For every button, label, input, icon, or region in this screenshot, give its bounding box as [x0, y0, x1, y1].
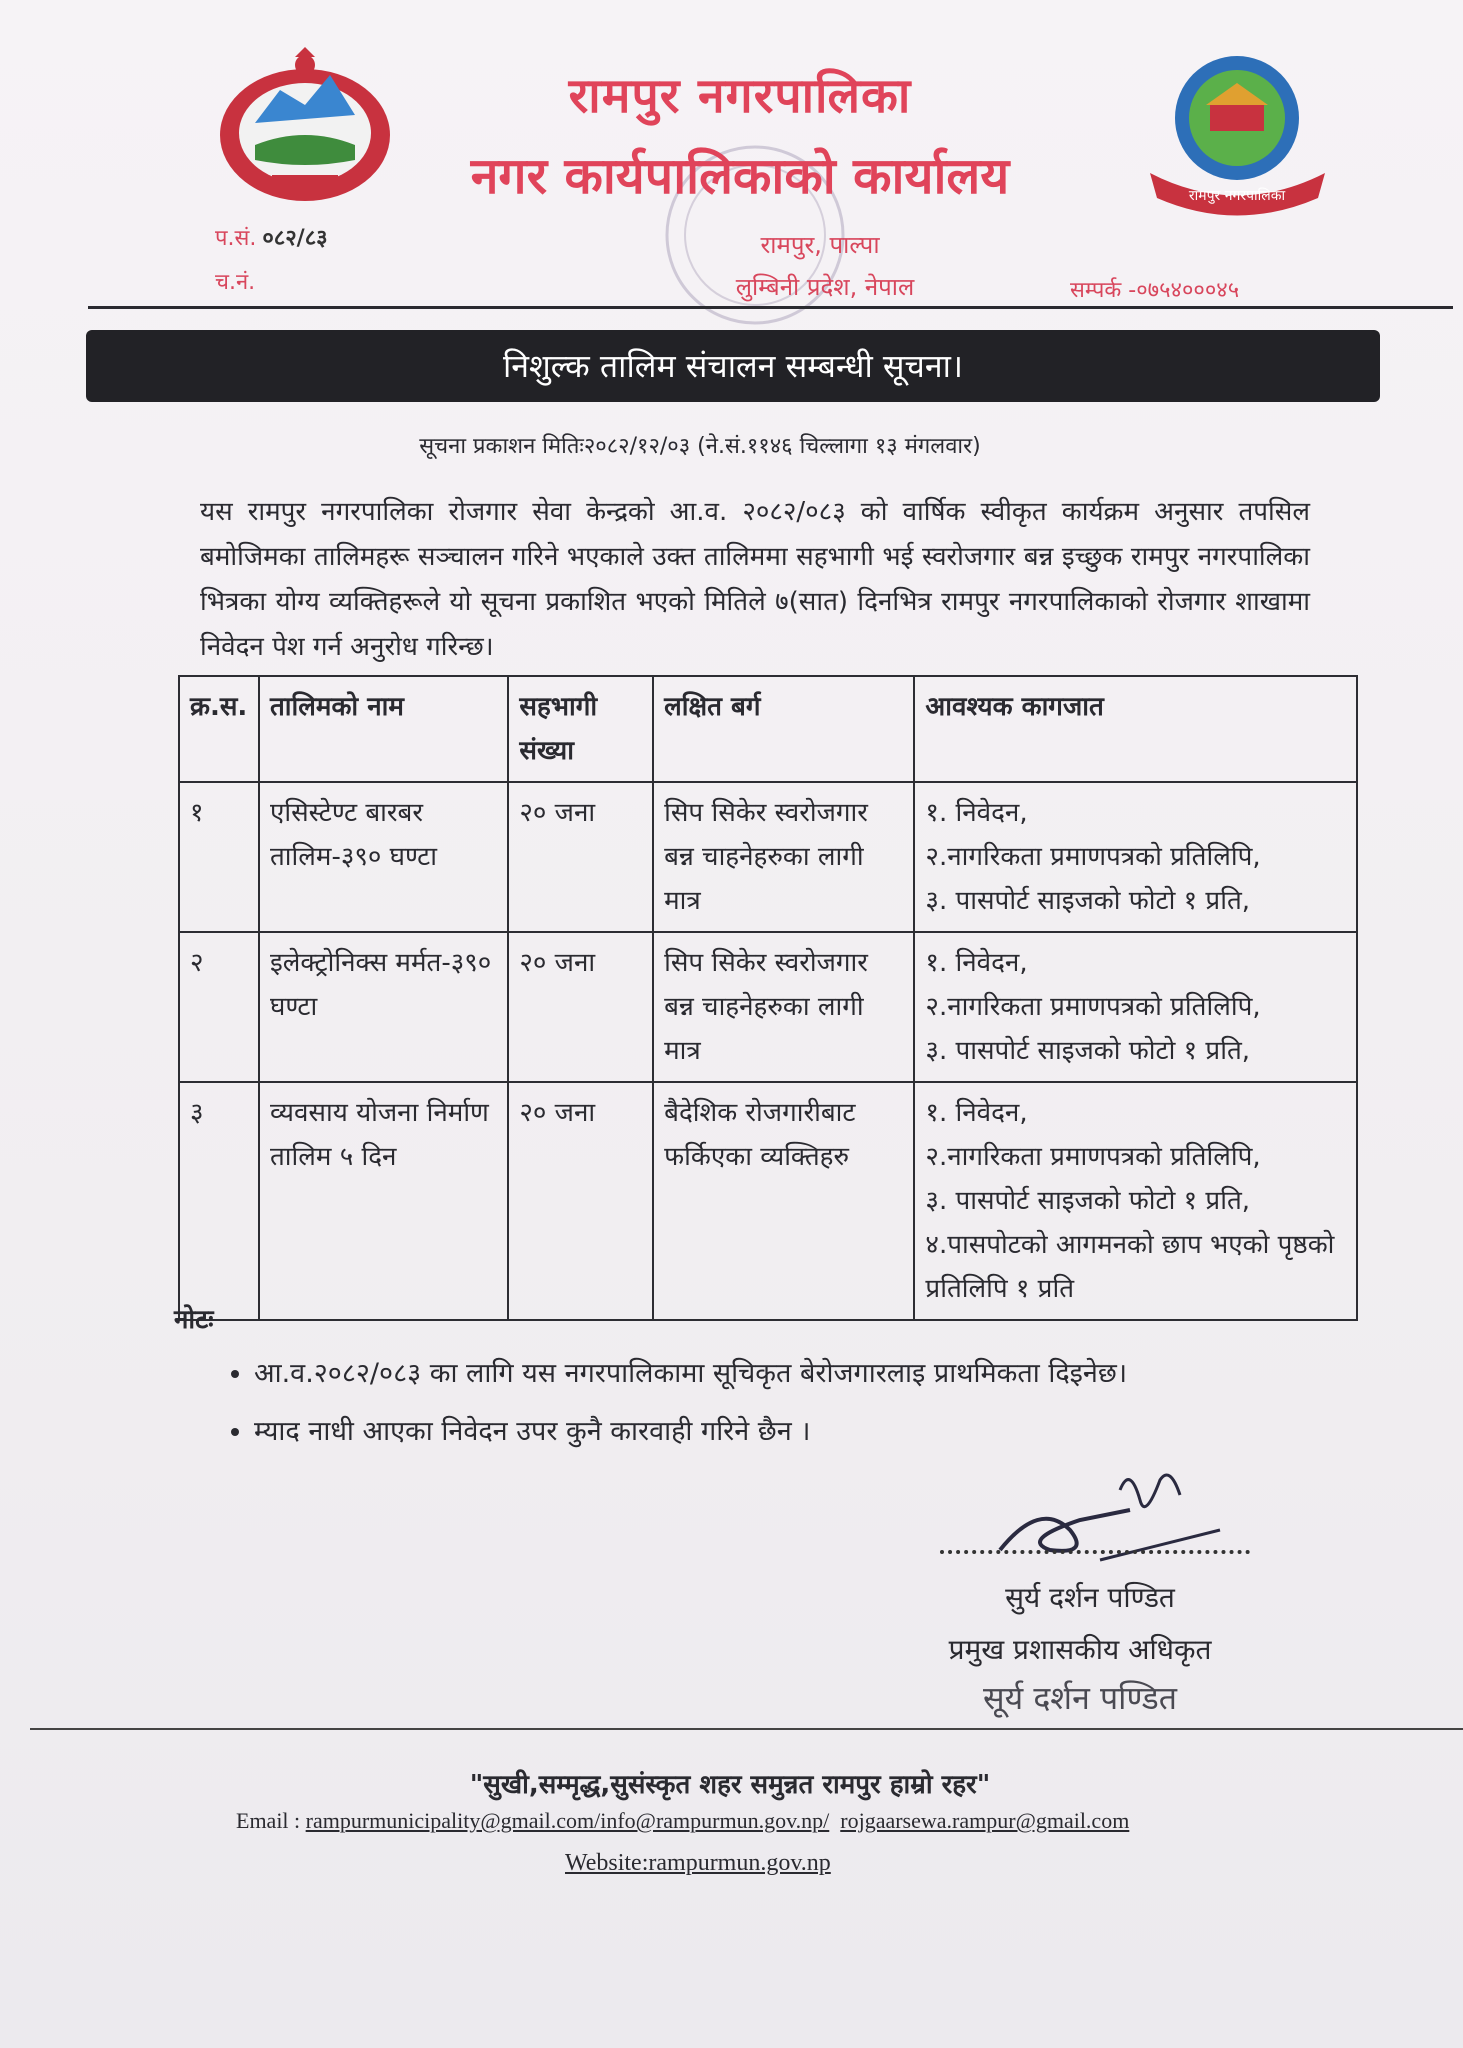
logo-ribbon-text [1189, 187, 1286, 204]
address-line1: रामपुर, पाल्पा [760, 231, 880, 259]
municipality-logo-icon [1140, 48, 1335, 218]
table-header-row [179, 676, 1357, 782]
email-link-primary[interactable]: rampurmunicipality@gmail.com/info@rampurmun.gov.np/ [305, 1808, 830, 1833]
cell-training-name: एसिस्टेण्ट बारबर तालिम-३९० घण्टा [259, 782, 508, 932]
cell-documents [914, 782, 1357, 932]
document-item: ३. पासपोर्ट साइजको फोटो १ प्रति, [925, 1186, 1251, 1216]
notice-banner: निशुल्क तालिम संचालन सम्बन्धी सूचना। [86, 330, 1380, 402]
cell-documents [914, 932, 1357, 1082]
notice-body: यस रामपुर नगरपालिका रोजगार सेवा केन्द्रको आ.व. २०८२/०८३ को वार्षिक स्वीकृत कार्यक्रम अनुसार तपसिल बमोजिमका तालिमहरू सञ्चालन गरिने भएकाले उक्त तालिममा सहभागी भई स्वरोजगार बन्न इच्छुक रामपुर नगरपालिका भित्रका योग्य व्यक्तिहरूले यो सूचना प्रकाशित भएको मितिले ७(सात) दिनभित्र रामपुर नगरपालिकाको रोजगार शाखामा निवेदन पेश गर्न अनुरोध गरिन्छ। [200, 497, 1310, 662]
note-item: • म्याद नाधी आएका निवेदन उपर कुनै कारवाही गरिने छैन । [254, 1403, 1404, 1461]
svg-text:रामपुर नगरपालिका: रामपुर नगरपालिका [1188, 188, 1286, 204]
document-item: २.नागरिकता प्रमाणपत्रको प्रतिलिपि, [925, 1142, 1261, 1172]
cell-sn: १ [179, 782, 259, 932]
cell-documents [914, 1082, 1357, 1320]
col-participant-count: सहभागी संख्या [508, 676, 653, 782]
cell-sn: २ [179, 932, 259, 1082]
signatory-name: सुर्य दर्शन पण्डित [1005, 1581, 1175, 1614]
cell-count: २० जना [508, 782, 653, 932]
nepal-emblem-icon [210, 45, 400, 210]
document-item: १. निवेदन, [925, 798, 1028, 828]
cell-training-name: इलेक्ट्रोनिक्स मर्मत-३९० घण्टा [259, 932, 508, 1082]
col-sn: क्र.स. [179, 676, 259, 782]
document-item: १. निवेदन, [925, 1098, 1028, 1128]
notes-list [210, 1345, 1404, 1461]
publication-date: सूचना प्रकाशन मितिः२०८२/१२/०३ (ने.सं.११४६ चिल्लागा १३ मंगलवार) [419, 434, 981, 459]
table-row [179, 782, 1357, 932]
signatory-title: प्रमुख प्रशासकीय अधिकृत [948, 1633, 1212, 1666]
cell-sn: ३ [179, 1082, 259, 1320]
col-required-documents: आवश्यक कागजात [914, 676, 1357, 782]
table-row [179, 1082, 1357, 1320]
email-link-rojgaar[interactable]: rojgaarsewa.rampur@gmail.com [840, 1808, 1130, 1833]
signature-line [940, 1550, 1250, 1554]
address-line2: लुम्बिनी प्रदेश, नेपाल [735, 273, 915, 301]
document-item: ३. पासपोर्ट साइजको फोटो १ प्रति, [925, 1036, 1251, 1066]
cell-target: सिप सिकेर स्वरोजगार बन्न चाहनेहरुका लागी मात्र [653, 782, 914, 932]
document-item: ४.पासपोटको आगमनको छाप भएको पृष्ठको प्रतिलिपि १ प्रति [925, 1230, 1335, 1304]
contact-number: सम्पर्क -०७५४०००४५ [1070, 278, 1240, 303]
footer-divider [30, 1728, 1463, 1730]
document-item: २.नागरिकता प्रमाणपत्रको प्रतिलिपि, [925, 842, 1261, 872]
dispatch-number-label: च.नं. [215, 270, 256, 295]
col-training-name: तालिमको नाम [259, 676, 508, 782]
cell-count: २० जना [508, 932, 653, 1082]
document-item: ३. पासपोर्ट साइजको फोटो १ प्रति, [925, 886, 1251, 916]
website-link[interactable]: Website:rampurmun.gov.np [565, 1850, 831, 1876]
header-divider [88, 306, 1453, 309]
cell-training-name: व्यवसाय योजना निर्माण तालिम ५ दिन [259, 1082, 508, 1320]
footer-email-row [236, 1808, 1129, 1834]
document-item: १. निवेदन, [925, 948, 1028, 978]
office-title: नगर कार्यपालिकाको कार्यालय [470, 147, 1010, 205]
note-item: • आ.व.२०८२/०८३ का लागि यस नगरपालिकामा सूचिकृत बेरोजगारलाइ प्राथमिकता दिइनेछ। [254, 1345, 1404, 1403]
training-table [178, 675, 1358, 1321]
name-stamp: सूर्य दर्शन पण्डित [982, 1679, 1178, 1717]
cell-target: सिप सिकेर स्वरोजगार बन्न चाहनेहरुका लागी मात्र [653, 932, 914, 1082]
ref-label: प.सं. [215, 226, 257, 251]
table-row [179, 932, 1357, 1082]
cell-target: बैदेशिक रोजगारीबाट फर्किएका व्यक्तिहरु [653, 1082, 914, 1320]
col-target-group: लक्षित बर्ग [653, 676, 914, 782]
email-label: Email : [236, 1808, 301, 1833]
reference-number [215, 222, 328, 252]
cell-count: २० जना [508, 1082, 653, 1320]
document-item: २.नागरिकता प्रमाणपत्रको प्रतिलिपि, [925, 992, 1261, 1022]
municipality-title: रामपुर नगरपालिका [568, 68, 912, 124]
ref-value: ०८२/८३ [262, 226, 328, 251]
footer-slogan: "सुखी,सम्मृद्ध,सुसंस्कृत शहर समुन्नत रामपुर हाम्रो रहर" [469, 1770, 991, 1800]
notes-label: नोटः [174, 1305, 214, 1335]
